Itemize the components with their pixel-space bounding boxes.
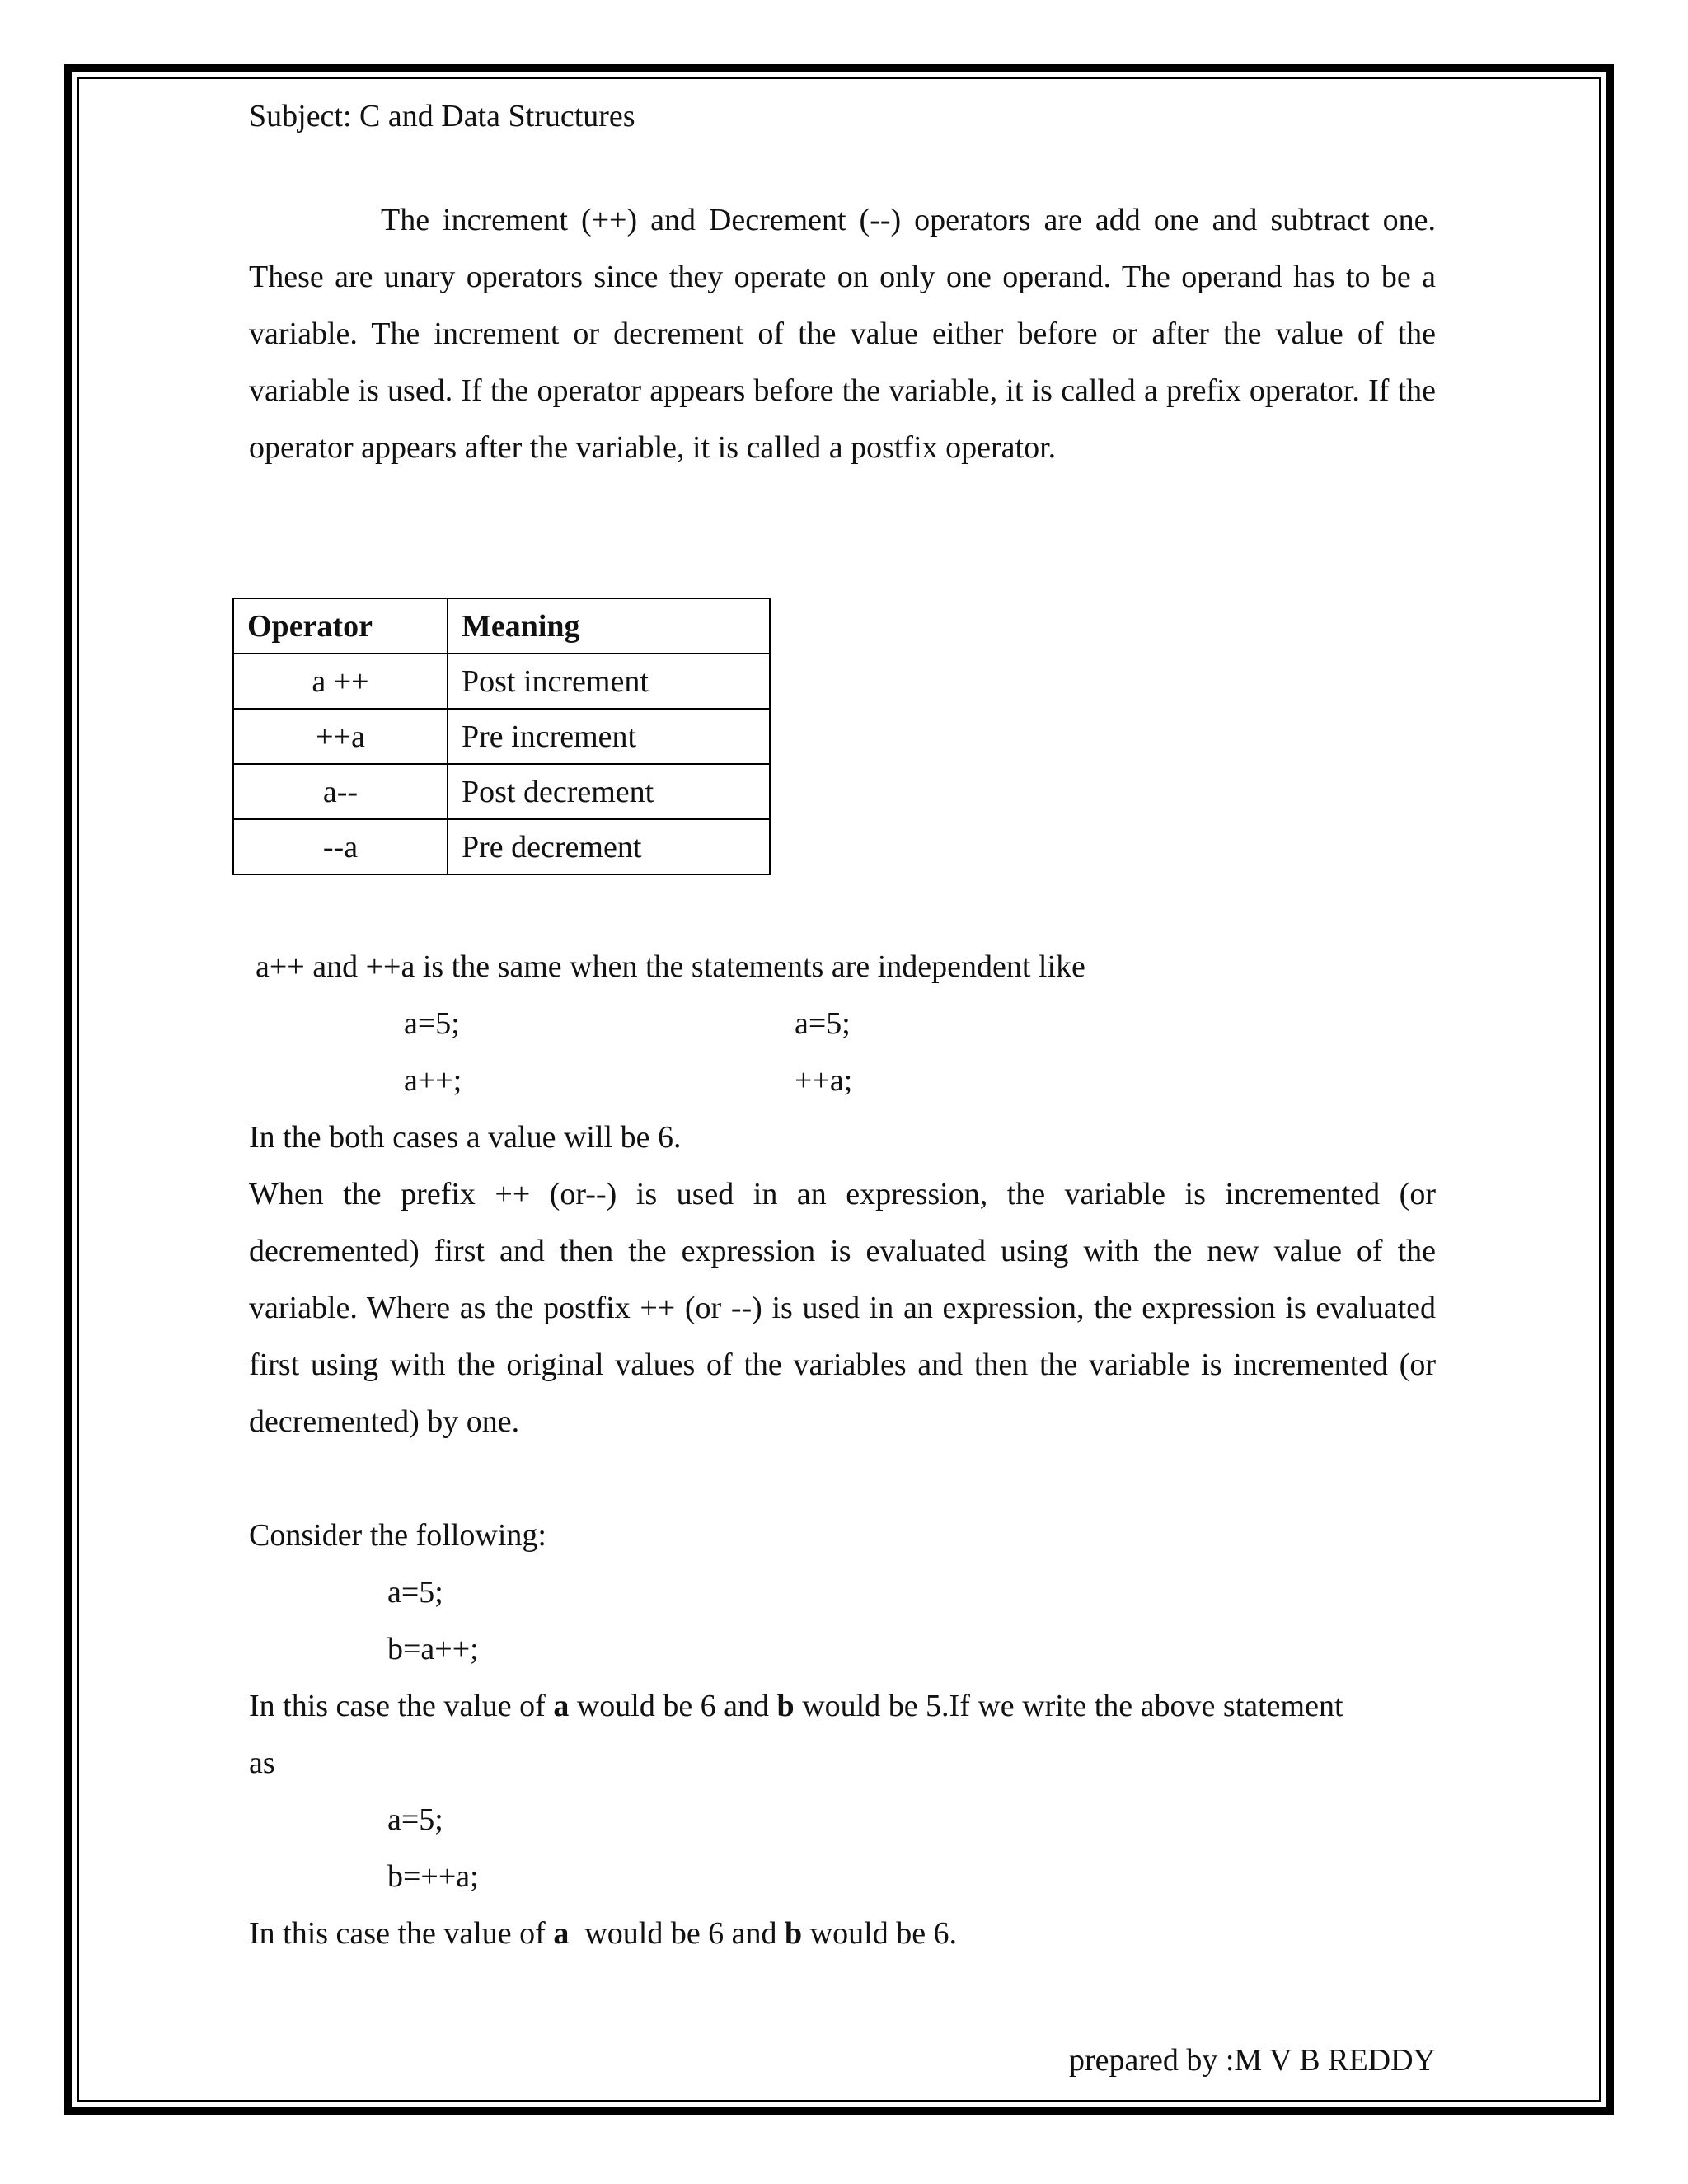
result-text: would be 5.If we write the above statement	[794, 1689, 1343, 1723]
table-row	[233, 654, 770, 709]
result-text: would be 6.	[802, 1916, 958, 1951]
code-line: a=5;	[404, 1006, 460, 1041]
operator-table	[232, 598, 771, 875]
meaning-cell: Post decrement	[448, 764, 770, 819]
meaning-cell: Pre increment	[448, 709, 770, 764]
subject-header: Subject: C and Data Structures	[249, 99, 635, 134]
example2-result	[249, 1678, 1436, 1792]
operator-cell: a ++	[233, 654, 448, 709]
code-line: a=5;	[387, 1802, 443, 1837]
code-line: a=5;	[387, 1575, 443, 1610]
code-line: a++;	[404, 1063, 462, 1098]
result-text: In this case the value of	[249, 1689, 554, 1723]
example2-intro: Consider the following:	[249, 1518, 546, 1553]
operator-cell: a--	[233, 764, 448, 819]
result-text: as	[249, 1746, 275, 1780]
table-row	[233, 819, 770, 874]
column-header-meaning: Meaning	[448, 598, 770, 654]
code-line: b=++a;	[387, 1859, 479, 1894]
example3-result	[249, 1915, 957, 1952]
code-line: b=a++;	[387, 1632, 479, 1666]
example1-intro: a++ and ++a is the same when the statements are independent like	[256, 949, 1085, 984]
table-row	[233, 764, 770, 819]
variable-a: a	[553, 1689, 570, 1723]
explanation-paragraph: When the prefix ++ (or--) is used in an expression, the variable is incremented (or decremented) first and then the expression is evaluated using with the new value of the variable. Where as the postfix ++ (or --) is used in an expression, the expression is evaluated first using with the original values of the variables and then the variable is incremented (or decremented) by one.	[249, 1177, 1436, 1439]
operator-cell: ++a	[233, 709, 448, 764]
intro-paragraph-text: The increment (++) and Decrement (--) operators are add one and subtract one. These are unary operators since they operate on only one operand. The operand has to be a variable. The increment or decrement of the value either before or after the value of the variable is used. If the operator appears before the variable, it is called a prefix operator. If the operator appears after the variable, it is called a postfix operator.	[249, 203, 1436, 465]
meaning-cell: Post increment	[448, 654, 770, 709]
variable-b: b	[785, 1916, 803, 1951]
result-text: would be 6 and	[569, 1916, 785, 1951]
prepared-by-footer: prepared by :M V B REDDY	[1068, 2043, 1436, 2078]
intro-paragraph	[249, 192, 1436, 476]
table-row	[233, 709, 770, 764]
operator-cell: --a	[233, 819, 448, 874]
code-line: ++a;	[795, 1063, 853, 1098]
code-line: a=5;	[795, 1006, 851, 1041]
variable-a: a	[553, 1916, 570, 1951]
column-header-operator: Operator	[233, 598, 448, 654]
meaning-cell: Pre decrement	[448, 819, 770, 874]
table-header-row	[233, 598, 770, 654]
variable-b: b	[776, 1689, 795, 1723]
example1-result: In the both cases a value will be 6.	[249, 1120, 682, 1155]
result-text: would be 6 and	[569, 1689, 777, 1723]
result-text: In this case the value of	[249, 1916, 554, 1951]
